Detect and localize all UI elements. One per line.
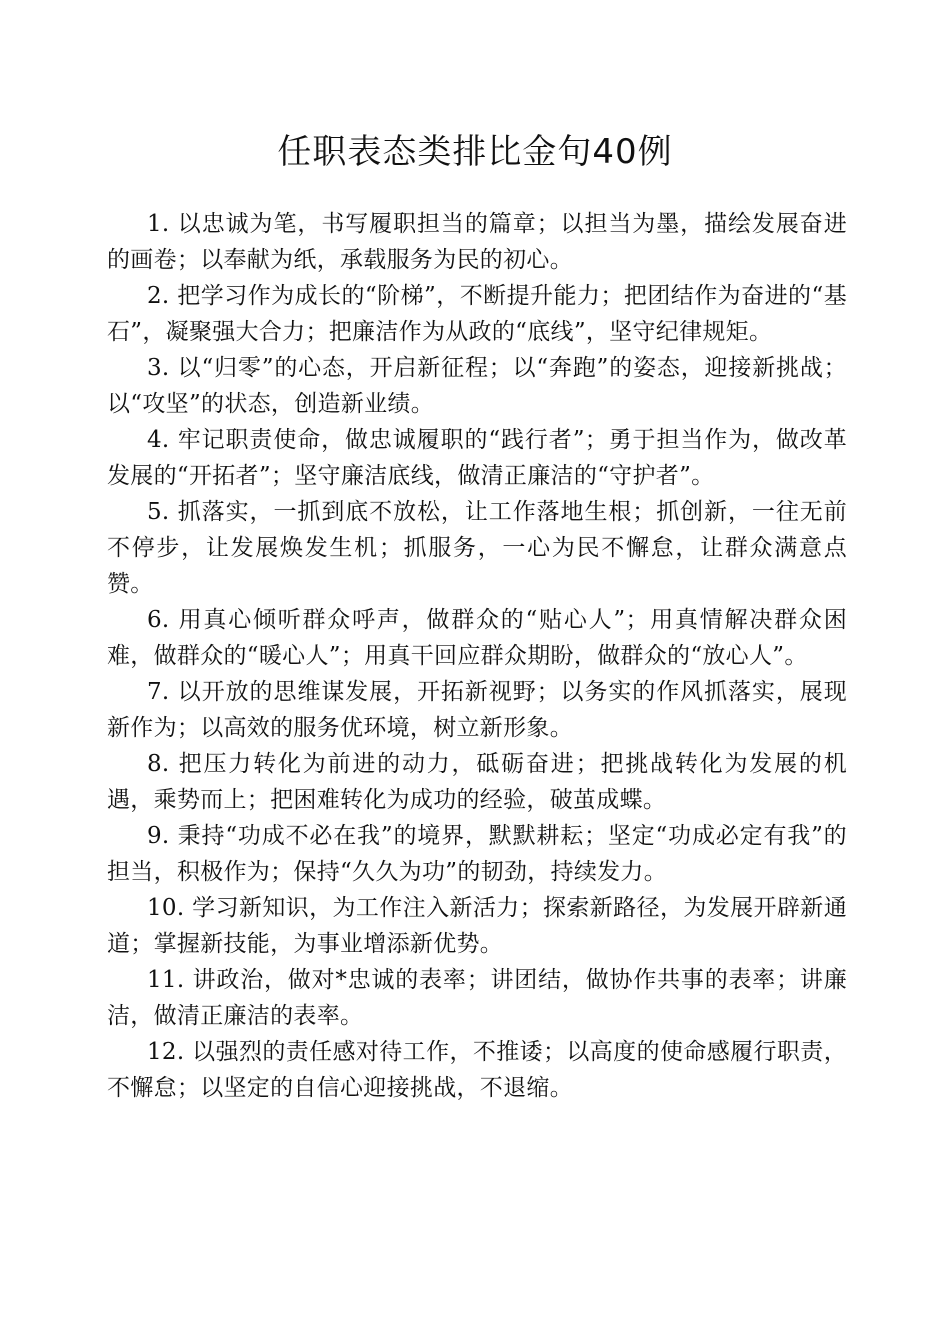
paragraph-1: 1. 以忠诚为笔，书写履职担当的篇章；以担当为墨，描绘发展奋进的画卷；以奉献为纸，承载服务为民的初心。: [107, 211, 847, 273]
paragraph-2: 2. 把学习作为成长的“阶梯”，不断提升能力；把团结作为奋进的“基石”，凝聚强大合力；把廉洁作为从政的“底线”，坚守纪律规矩。: [107, 283, 847, 345]
paragraph-8: 8. 把压力转化为前进的动力，砥砺奋进；把挑战转化为发展的机遇，乘势而上；把困难转化为成功的经验，破茧成蝶。: [107, 751, 847, 813]
paragraph-11: 11. 讲政治，做对*忠诚的表率；讲团结，做协作共事的表率；讲廉洁，做清正廉洁的表率。: [107, 967, 847, 1029]
paragraph-9: 9. 秉持“功成不必在我”的境界，默默耕耘；坚定“功成必定有我”的担当，积极作为；保持“久久为功”的韧劲，持续发力。: [107, 823, 847, 885]
paragraph-7: 7. 以开放的思维谋发展，开拓新视野；以务实的作风抓落实，展现新作为；以高效的服务优环境，树立新形象。: [107, 679, 847, 741]
paragraph-6: 6. 用真心倾听群众呼声，做群众的“贴心人”；用真情解决群众困难，做群众的“暖心人”；用真干回应群众期盼，做群众的“放心人”。: [107, 607, 847, 669]
paragraph-5: 5. 抓落实，一抓到底不放松，让工作落地生根；抓创新，一往无前不停步，让发展焕发生机；抓服务，一心为民不懈怠，让群众满意点赞。: [107, 499, 847, 597]
paragraph-4: 4. 牢记职责使命，做忠诚履职的“践行者”；勇于担当作为，做改革发展的“开拓者”；坚守廉洁底线，做清正廉洁的“守护者”。: [107, 427, 847, 489]
paragraph-10: 10. 学习新知识，为工作注入新活力；探索新路径，为发展开辟新通道；掌握新技能，为事业增添新优势。: [107, 895, 847, 957]
paragraph-12: 12. 以强烈的责任感对待工作，不推诿；以高度的使命感履行职责，不懈怠；以坚定的自信心迎接挑战，不退缩。: [107, 1039, 847, 1101]
document-body: [107, 206, 847, 1106]
page-title: 任职表态类排比金句40例: [277, 132, 673, 172]
paragraph-3: 3. 以“归零”的心态，开启新征程；以“奔跑”的姿态，迎接新挑战；以“攻坚”的状态，创造新业绩。: [107, 355, 847, 417]
